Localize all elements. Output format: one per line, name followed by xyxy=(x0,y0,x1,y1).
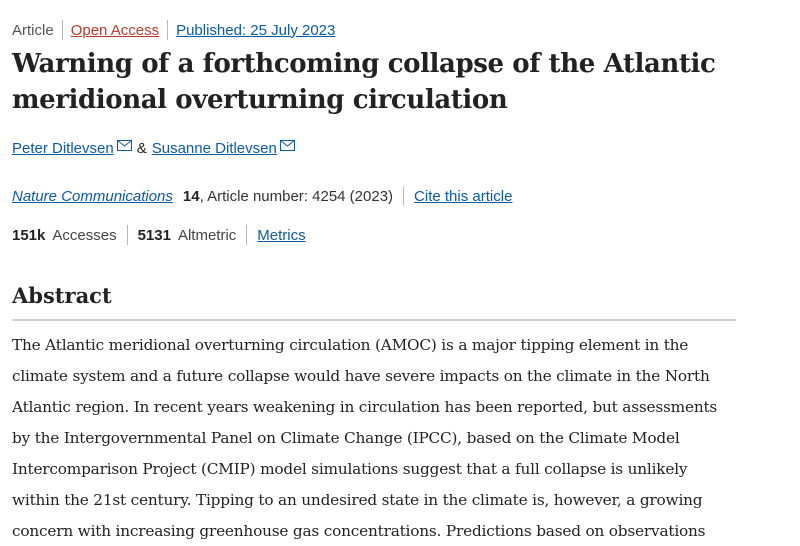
abstract-line: concern with increasing greenhouse gas concentrations. Predictions based on observations xyxy=(12,522,706,540)
altmetric-count: 5131 xyxy=(137,226,171,244)
published-date-link[interactable]: Published: 25 July 2023 xyxy=(176,21,336,39)
envelope-icon[interactable] xyxy=(280,140,295,151)
abstract-line: Atlantic region. In recent years weakening in circulation has been reported, but assessments xyxy=(12,398,718,416)
author-list xyxy=(12,140,300,157)
section-divider xyxy=(12,319,736,321)
abstract-line: within the 21st century. Tipping to an undesired state in the climate is, however, a growing xyxy=(12,491,703,509)
journal-link[interactable]: Nature Communications xyxy=(12,187,173,205)
abstract-body xyxy=(12,330,772,546)
divider xyxy=(127,225,128,245)
article-number: , Article number: 4254 (2023) xyxy=(199,187,394,205)
divider xyxy=(167,20,168,40)
citation-row xyxy=(12,186,512,206)
cite-this-article-link[interactable]: Cite this article xyxy=(414,187,513,205)
accesses-count: 151k xyxy=(12,226,46,244)
article-meta-row xyxy=(12,20,335,40)
author-link-peter[interactable]: Peter Ditlevsen xyxy=(12,140,114,157)
divider xyxy=(403,186,404,206)
abstract-line: The Atlantic meridional overturning circulation (AMOC) is a major tipping element in the xyxy=(12,336,689,354)
abstract-line: Intercomparison Project (CMIP) model simulations suggest that a full collapse is unlikely xyxy=(12,460,688,478)
accesses-label: Accesses xyxy=(52,226,117,244)
author-separator: & xyxy=(136,140,147,157)
altmetric-label: Altmetric xyxy=(177,226,237,244)
metrics-row xyxy=(12,225,306,245)
divider xyxy=(246,225,247,245)
metrics-link[interactable]: Metrics xyxy=(257,226,306,244)
abstract-heading: Abstract xyxy=(12,283,112,308)
article-type: Article xyxy=(12,21,54,39)
volume-number: 14 xyxy=(182,187,200,205)
envelope-icon[interactable] xyxy=(117,140,132,151)
article-title: Warning of a forthcoming collapse of the Atlantic meridional overturning circulation xyxy=(12,49,716,115)
abstract-line: climate system and a future collapse would have severe impacts on the climate in the North xyxy=(12,367,710,385)
open-access-link[interactable]: Open Access xyxy=(70,21,160,39)
divider xyxy=(62,20,63,40)
author-link-susanne[interactable]: Susanne Ditlevsen xyxy=(151,140,277,157)
abstract-line: by the Intergovernmental Panel on Climate Change (IPCC), based on the Climate Model xyxy=(12,429,680,447)
